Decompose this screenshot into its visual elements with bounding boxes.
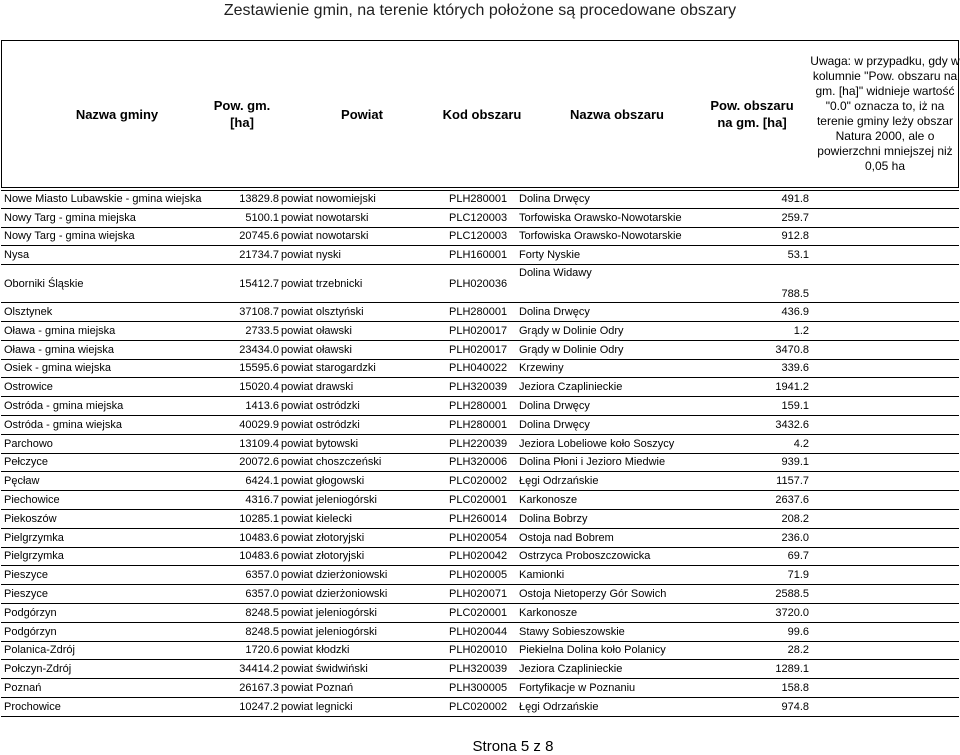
table-row bbox=[1, 642, 959, 661]
cell-nazwa: Krzewiny bbox=[519, 362, 564, 375]
cell-kod: PLH020044 bbox=[449, 625, 508, 638]
cell-pow-gm: 10285.1 bbox=[239, 512, 279, 525]
cell-pow-obszar: 3432.6 bbox=[775, 418, 809, 431]
cell-powiat: powiat kielecki bbox=[281, 512, 352, 525]
table-row bbox=[1, 585, 959, 604]
table-row bbox=[1, 454, 959, 473]
cell-pow-obszar: 1157.7 bbox=[776, 475, 809, 488]
cell-powiat: powiat nowotarski bbox=[281, 211, 369, 224]
cell-pow-gm: 13109.4 bbox=[239, 437, 279, 450]
cell-gmina: Pełczyce bbox=[4, 456, 49, 469]
cell-powiat: powiat choszczeński bbox=[281, 456, 382, 469]
cell-kod: PLH040022 bbox=[449, 362, 508, 375]
table-row bbox=[1, 472, 959, 491]
table-row bbox=[1, 303, 959, 322]
cell-gmina: Oława - gmina miejska bbox=[4, 324, 116, 337]
cell-gmina: Nowy Targ - gmina miejska bbox=[4, 211, 136, 224]
cell-pow-gm: 13829.8 bbox=[239, 193, 279, 206]
cell-pow-gm: 6424.1 bbox=[245, 475, 279, 488]
table-row bbox=[1, 322, 959, 341]
page-number: Strona 5 z 8 bbox=[472, 738, 554, 755]
table-row bbox=[1, 529, 959, 548]
cell-pow-gm: 6357.0 bbox=[245, 588, 279, 601]
cell-kod: PLC120003 bbox=[449, 211, 508, 224]
cell-powiat: powiat oławski bbox=[281, 324, 352, 337]
table-row bbox=[1, 360, 959, 379]
cell-pow-obszar: 3720.0 bbox=[775, 606, 809, 619]
cell-pow-gm: 20072.6 bbox=[239, 456, 279, 469]
table-row bbox=[1, 378, 959, 397]
cell-pow-gm: 10483.6 bbox=[239, 531, 279, 544]
cell-pow-gm: 10247.2 bbox=[239, 700, 279, 713]
cell-kod: PLH280001 bbox=[449, 193, 508, 206]
cell-powiat: powiat trzebnicki bbox=[281, 277, 363, 290]
cell-pow-gm: 8248.5 bbox=[245, 625, 279, 638]
cell-nazwa: Forty Nyskie bbox=[519, 249, 581, 262]
cell-pow-obszar: 491.8 bbox=[781, 193, 809, 206]
cell-gmina: Prochowice bbox=[4, 700, 61, 713]
cell-powiat: powiat legnicki bbox=[281, 700, 353, 713]
cell-kod: PLH020005 bbox=[449, 569, 508, 582]
cell-pow-gm: 26167.3 bbox=[239, 682, 279, 695]
table-row bbox=[1, 341, 959, 360]
cell-nazwa: Dolina Drwęcy bbox=[519, 306, 590, 319]
cell-pow-obszar: 339.6 bbox=[781, 362, 809, 375]
table-row bbox=[1, 679, 959, 698]
cell-pow-obszar: 436.9 bbox=[781, 306, 809, 319]
table-row bbox=[1, 416, 959, 435]
cell-kod: PLH020010 bbox=[449, 644, 508, 657]
cell-powiat: powiat bytowski bbox=[281, 437, 359, 450]
cell-nazwa: Torfowiska Orawsko-Nowotarskie bbox=[519, 230, 682, 243]
table-row bbox=[1, 698, 959, 717]
table-row bbox=[1, 491, 959, 510]
cell-gmina: Połczyn-Zdrój bbox=[4, 663, 72, 676]
cell-gmina: Pielgrzymka bbox=[4, 531, 64, 544]
cell-pow-obszar: 71.9 bbox=[787, 569, 809, 582]
cell-pow-obszar: 158.8 bbox=[781, 682, 809, 695]
cell-pow-obszar: 159.1 bbox=[781, 400, 809, 413]
cell-powiat: powiat głogowski bbox=[281, 475, 365, 488]
cell-gmina: Nowe Miasto Lubawskie - gmina wiejska bbox=[4, 193, 202, 206]
cell-pow-gm: 8248.5 bbox=[245, 606, 279, 619]
header-nazwa: Nazwa obszaru bbox=[570, 106, 664, 122]
cell-gmina: Piechowice bbox=[4, 494, 60, 507]
cell-gmina: Pieszyce bbox=[4, 569, 49, 582]
cell-pow-gm: 5100.1 bbox=[245, 211, 279, 224]
cell-kod: PLH300005 bbox=[449, 682, 508, 695]
cell-pow-obszar: 208.2 bbox=[781, 512, 809, 525]
cell-pow-obszar: 788.5 bbox=[781, 288, 809, 301]
cell-pow-obszar: 2588.5 bbox=[775, 588, 809, 601]
cell-kod: PLH160001 bbox=[449, 249, 508, 262]
cell-kod: PLH020017 bbox=[449, 324, 508, 337]
cell-kod: PLH020036 bbox=[449, 277, 508, 290]
cell-gmina: Podgórzyn bbox=[4, 606, 57, 619]
cell-kod: PLH020042 bbox=[449, 550, 508, 563]
cell-pow-gm: 15412.7 bbox=[239, 277, 279, 290]
cell-gmina: Ostróda - gmina wiejska bbox=[4, 418, 122, 431]
cell-pow-gm: 23434.0 bbox=[239, 343, 279, 356]
cell-kod: PLH260014 bbox=[449, 512, 508, 525]
header-gmina: Nazwa gminy bbox=[75, 106, 159, 122]
cell-gmina: Pielgrzymka bbox=[4, 550, 64, 563]
cell-pow-gm: 37108.7 bbox=[239, 306, 279, 319]
cell-pow-gm: 1720.6 bbox=[245, 644, 279, 657]
cell-pow-obszar: 69.7 bbox=[787, 550, 809, 563]
cell-kod: PLH320039 bbox=[449, 663, 508, 676]
cell-pow-obszar: 1.2 bbox=[793, 324, 809, 337]
cell-pow-obszar: 259.7 bbox=[781, 211, 809, 224]
cell-pow-gm: 21734.7 bbox=[239, 249, 279, 262]
cell-nazwa: Grądy w Dolinie Odry bbox=[519, 343, 624, 356]
cell-nazwa: Dolina Drwęcy bbox=[519, 193, 590, 206]
cell-nazwa: Stawy Sobieszowskie bbox=[519, 625, 625, 638]
cell-gmina: Ostróda - gmina miejska bbox=[4, 400, 124, 413]
table-row bbox=[1, 623, 959, 642]
table-row bbox=[1, 265, 959, 303]
cell-nazwa: Dolina Bobrzy bbox=[519, 512, 588, 525]
cell-pow-obszar: 939.1 bbox=[781, 456, 809, 469]
cell-nazwa: Kamionki bbox=[519, 569, 565, 582]
cell-kod: PLH320039 bbox=[449, 381, 508, 394]
cell-pow-gm: 15020.4 bbox=[239, 381, 279, 394]
cell-powiat: powiat dzierżoniowski bbox=[281, 588, 388, 601]
table-row bbox=[1, 510, 959, 529]
cell-kod: PLC020001 bbox=[449, 606, 508, 619]
cell-nazwa: Ostrzyca Proboszczowicka bbox=[519, 550, 651, 563]
cell-powiat: powiat oławski bbox=[281, 343, 352, 356]
cell-powiat: powiat olsztyński bbox=[281, 306, 364, 319]
table-row bbox=[1, 190, 959, 209]
cell-pow-obszar: 236.0 bbox=[781, 531, 809, 544]
table-row bbox=[1, 660, 959, 679]
cell-powiat: powiat ostródzki bbox=[281, 400, 360, 413]
cell-kod: PLH280001 bbox=[449, 306, 508, 319]
cell-kod: PLH280001 bbox=[449, 418, 508, 431]
cell-gmina: Oborniki Śląskie bbox=[4, 277, 84, 290]
cell-pow-gm: 15595.6 bbox=[239, 362, 279, 375]
cell-nazwa: Grądy w Dolinie Odry bbox=[519, 324, 624, 337]
table-row bbox=[1, 246, 959, 265]
cell-nazwa: Dolina Płoni i Jezioro Miedwie bbox=[519, 456, 666, 469]
cell-powiat: powiat jeleniogórski bbox=[281, 606, 377, 619]
cell-kod: PLH020054 bbox=[449, 531, 508, 544]
cell-pow-gm: 40029.9 bbox=[239, 418, 279, 431]
cell-gmina: Polanica-Zdrój bbox=[4, 644, 75, 657]
cell-gmina: Osiek - gmina wiejska bbox=[4, 362, 111, 375]
cell-nazwa: Torfowiska Orawsko-Nowotarskie bbox=[519, 211, 682, 224]
cell-powiat: powiat kłodzki bbox=[281, 644, 350, 657]
cell-pow-gm: 4316.7 bbox=[245, 494, 279, 507]
cell-gmina: Olsztynek bbox=[4, 306, 53, 319]
cell-pow-obszar: 53.1 bbox=[787, 249, 809, 262]
table-row bbox=[1, 435, 959, 454]
cell-gmina: Poznań bbox=[4, 682, 42, 695]
cell-pow-obszar: 99.6 bbox=[787, 625, 809, 638]
table-body bbox=[1, 190, 959, 717]
cell-gmina: Parchowo bbox=[4, 437, 53, 450]
cell-pow-obszar: 28.2 bbox=[787, 644, 809, 657]
cell-gmina: Nowy Targ - gmina wiejska bbox=[4, 230, 135, 243]
cell-pow-obszar: 4.2 bbox=[793, 437, 809, 450]
cell-nazwa: Dolina Drwęcy bbox=[519, 418, 590, 431]
cell-nazwa: Karkonosze bbox=[519, 494, 578, 507]
cell-kod: PLH320006 bbox=[449, 456, 508, 469]
cell-powiat: powiat złotoryjski bbox=[281, 531, 365, 544]
table-row bbox=[1, 228, 959, 247]
cell-nazwa: Dolina Widawy bbox=[519, 267, 592, 280]
cell-pow-obszar: 1289.1 bbox=[775, 663, 809, 676]
cell-pow-gm: 20745.6 bbox=[239, 230, 279, 243]
cell-powiat: powiat nyski bbox=[281, 249, 341, 262]
header-kod: Kod obszaru bbox=[442, 106, 522, 122]
cell-powiat: powiat nowomiejski bbox=[281, 193, 376, 206]
cell-gmina: Nysa bbox=[4, 249, 30, 262]
cell-powiat: powiat drawski bbox=[281, 381, 354, 394]
cell-powiat: powiat jeleniogórski bbox=[281, 494, 377, 507]
cell-powiat: powiat dzierżoniowski bbox=[281, 569, 388, 582]
cell-gmina: Pieszyce bbox=[4, 588, 49, 601]
header-note: Uwaga: w przypadku, gdy w kolumnie "Pow. obszaru na gm. [ha]" widnieje wartość "0.0" oznacza to, iż na terenie gminy leży obszar Natura 2000, ale o powierzchni mniejszej niż 0,05 ha bbox=[810, 54, 960, 173]
cell-gmina: Podgórzyn bbox=[4, 625, 57, 638]
cell-pow-gm: 6357.0 bbox=[245, 569, 279, 582]
header-pow-gm: Pow. gm. [ha] bbox=[213, 98, 271, 130]
cell-nazwa: Łęgi Odrzańskie bbox=[519, 700, 599, 713]
cell-powiat: powiat Poznań bbox=[281, 682, 354, 695]
cell-pow-obszar: 974.8 bbox=[781, 700, 809, 713]
cell-pow-obszar: 912.8 bbox=[781, 230, 809, 243]
cell-kod: PLH280001 bbox=[449, 400, 508, 413]
table-row bbox=[1, 604, 959, 623]
cell-pow-gm: 1413.6 bbox=[245, 400, 279, 413]
table-header bbox=[1, 40, 959, 188]
cell-powiat: powiat jeleniogórski bbox=[281, 625, 377, 638]
table-row bbox=[1, 566, 959, 585]
cell-pow-obszar: 1941.2 bbox=[775, 381, 809, 394]
cell-nazwa: Jeziora Lobeliowe koło Soszycy bbox=[519, 437, 675, 450]
cell-gmina: Piekoszów bbox=[4, 512, 57, 525]
cell-nazwa: Jeziora Czaplinieckie bbox=[519, 381, 623, 394]
table-row bbox=[1, 209, 959, 228]
cell-powiat: powiat złotoryjski bbox=[281, 550, 365, 563]
page-title: Zestawienie gmin, na terenie których położone są procedowane obszary bbox=[223, 2, 737, 19]
header-powiat: Powiat bbox=[341, 106, 383, 122]
cell-nazwa: Ostoja nad Bobrem bbox=[519, 531, 614, 544]
cell-powiat: powiat starogardzki bbox=[281, 362, 376, 375]
cell-nazwa: Łęgi Odrzańskie bbox=[519, 475, 599, 488]
cell-pow-obszar: 2637.6 bbox=[775, 494, 809, 507]
header-pow-obszar: Pow. obszaru na gm. [ha] bbox=[710, 98, 794, 130]
cell-pow-obszar: 3470.8 bbox=[775, 343, 809, 356]
cell-kod: PLC020001 bbox=[449, 494, 508, 507]
cell-powiat: powiat świdwiński bbox=[281, 663, 368, 676]
cell-kod: PLC120003 bbox=[449, 230, 508, 243]
table-row bbox=[1, 397, 959, 416]
cell-nazwa: Piekielna Dolina koło Polanicy bbox=[519, 644, 666, 657]
cell-pow-gm: 2733.5 bbox=[245, 324, 279, 337]
cell-pow-gm: 10483.6 bbox=[239, 550, 279, 563]
cell-nazwa: Dolina Drwęcy bbox=[519, 400, 590, 413]
cell-gmina: Oława - gmina wiejska bbox=[4, 343, 115, 356]
cell-kod: PLC020002 bbox=[449, 700, 508, 713]
cell-gmina: Pęcław bbox=[4, 475, 40, 488]
cell-kod: PLC020002 bbox=[449, 475, 508, 488]
cell-nazwa: Jeziora Czaplinieckie bbox=[519, 663, 623, 676]
cell-pow-gm: 34414.2 bbox=[239, 663, 279, 676]
cell-kod: PLH020071 bbox=[449, 588, 508, 601]
table-row bbox=[1, 548, 959, 567]
cell-kod: PLH020017 bbox=[449, 343, 508, 356]
cell-powiat: powiat ostródzki bbox=[281, 418, 360, 431]
cell-kod: PLH220039 bbox=[449, 437, 508, 450]
cell-gmina: Ostrowice bbox=[4, 381, 53, 394]
cell-nazwa: Fortyfikacje w Poznaniu bbox=[519, 682, 636, 695]
cell-nazwa: Ostoja Nietoperzy Gór Sowich bbox=[519, 588, 667, 601]
cell-powiat: powiat nowotarski bbox=[281, 230, 369, 243]
cell-nazwa: Karkonosze bbox=[519, 606, 578, 619]
